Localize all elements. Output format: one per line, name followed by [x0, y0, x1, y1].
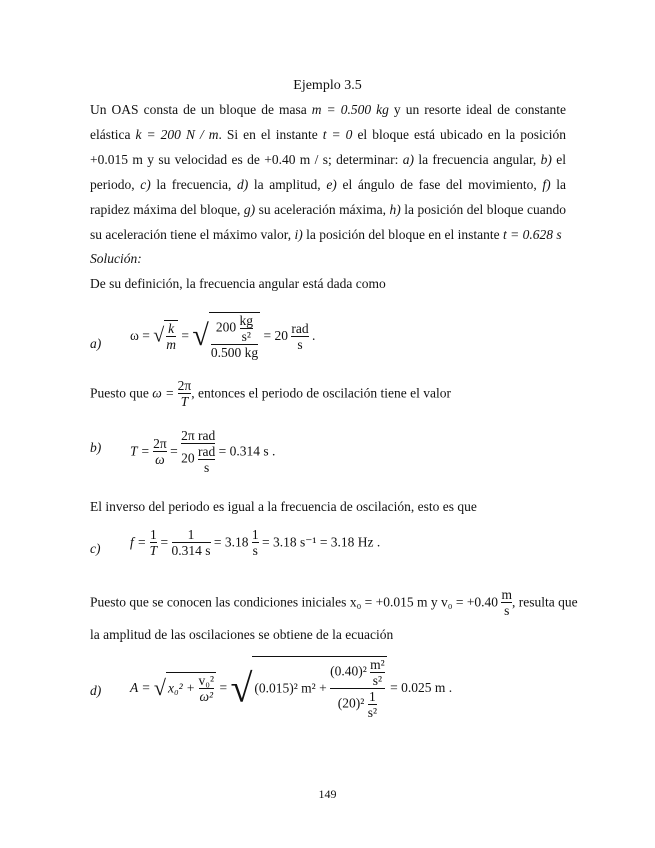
eq-b: T = $\frac{2\pi}{\omega}$ = 2π rad 20 $\frac{\text{rad}}{s}$ = 0.314 s .: [130, 428, 276, 475]
eq-a-lhs: ω =: [130, 328, 150, 343]
eq-c: f = $\frac{1}{T}$ = $\frac{1}{0.314 s}$ = 3.18 $\frac{1}{s}$ = 3.18 s⁻¹ = 3.18 Hz .: [130, 527, 381, 558]
problem-statement: Un OAS consta de un bloque de masa m = 0.500 kg y un resorte ideal de constante elástica k = 200 N / m. Si en el instante t = 0 el bloque está ubicado en la posición +0.015 m y su velocidad es de +0.40 m / s; determinar: a) la frecuencia angular, b) el periodo, c) la frecuencia, d) la amplitud, e) el ángulo de fase del movimiento, f) la rapidez máxima del bloque, g) su aceleración máxima, h) la posición del bloque cuando su aceleración tiene el máximo valor, i) la posición del bloque en el instante t = 0.628 s: [90, 102, 567, 242]
solution-text-2: Puesto que ω = $\frac{2\pi}{T}$ , entonces el periodo de oscilación tiene el valor: [90, 378, 452, 409]
eq-d-label: d): [90, 683, 102, 698]
solution-label: Solución:: [90, 251, 142, 266]
solution-text-5: la amplitud de las oscilaciones se obtiene de la ecuación: [90, 627, 394, 642]
eq-d: A = √ x₀² + $\frac{\text{v₀²}}{\text{ω²}}$ = √ (0.015)² m² + (0.40)² $\frac{\text{m²}}{\text{s²}}$ (20)² $\frac{1}{\text{s²}}$ = 0.025 m .: [130, 657, 453, 720]
eq-b-label: b): [90, 440, 102, 455]
solution-text-3: El inverso del periodo es igual a la frecuencia de oscilación, esto es que: [90, 499, 477, 514]
eq-a-label: a): [90, 336, 102, 351]
solution-text-4: Puesto que se conocen las condiciones iniciales x₀ = +0.015 m y v₀ = +0.40 $\frac{m}{s}$ , resulta que: [90, 587, 578, 618]
example-heading: Ejemplo 3.5: [293, 78, 362, 93]
solution-text-1: De su definición, la frecuencia angular está dada como: [90, 276, 386, 291]
page-number: 149: [318, 787, 337, 801]
eq-a: ω = √ $\frac{k}{m}$ = √ 200 $\frac{kg}{\text{s²}}$ 0.500 kg = 20 $\frac{\text{rad}}{s}$ .: [130, 313, 316, 360]
eq-c-label: c): [90, 541, 101, 556]
